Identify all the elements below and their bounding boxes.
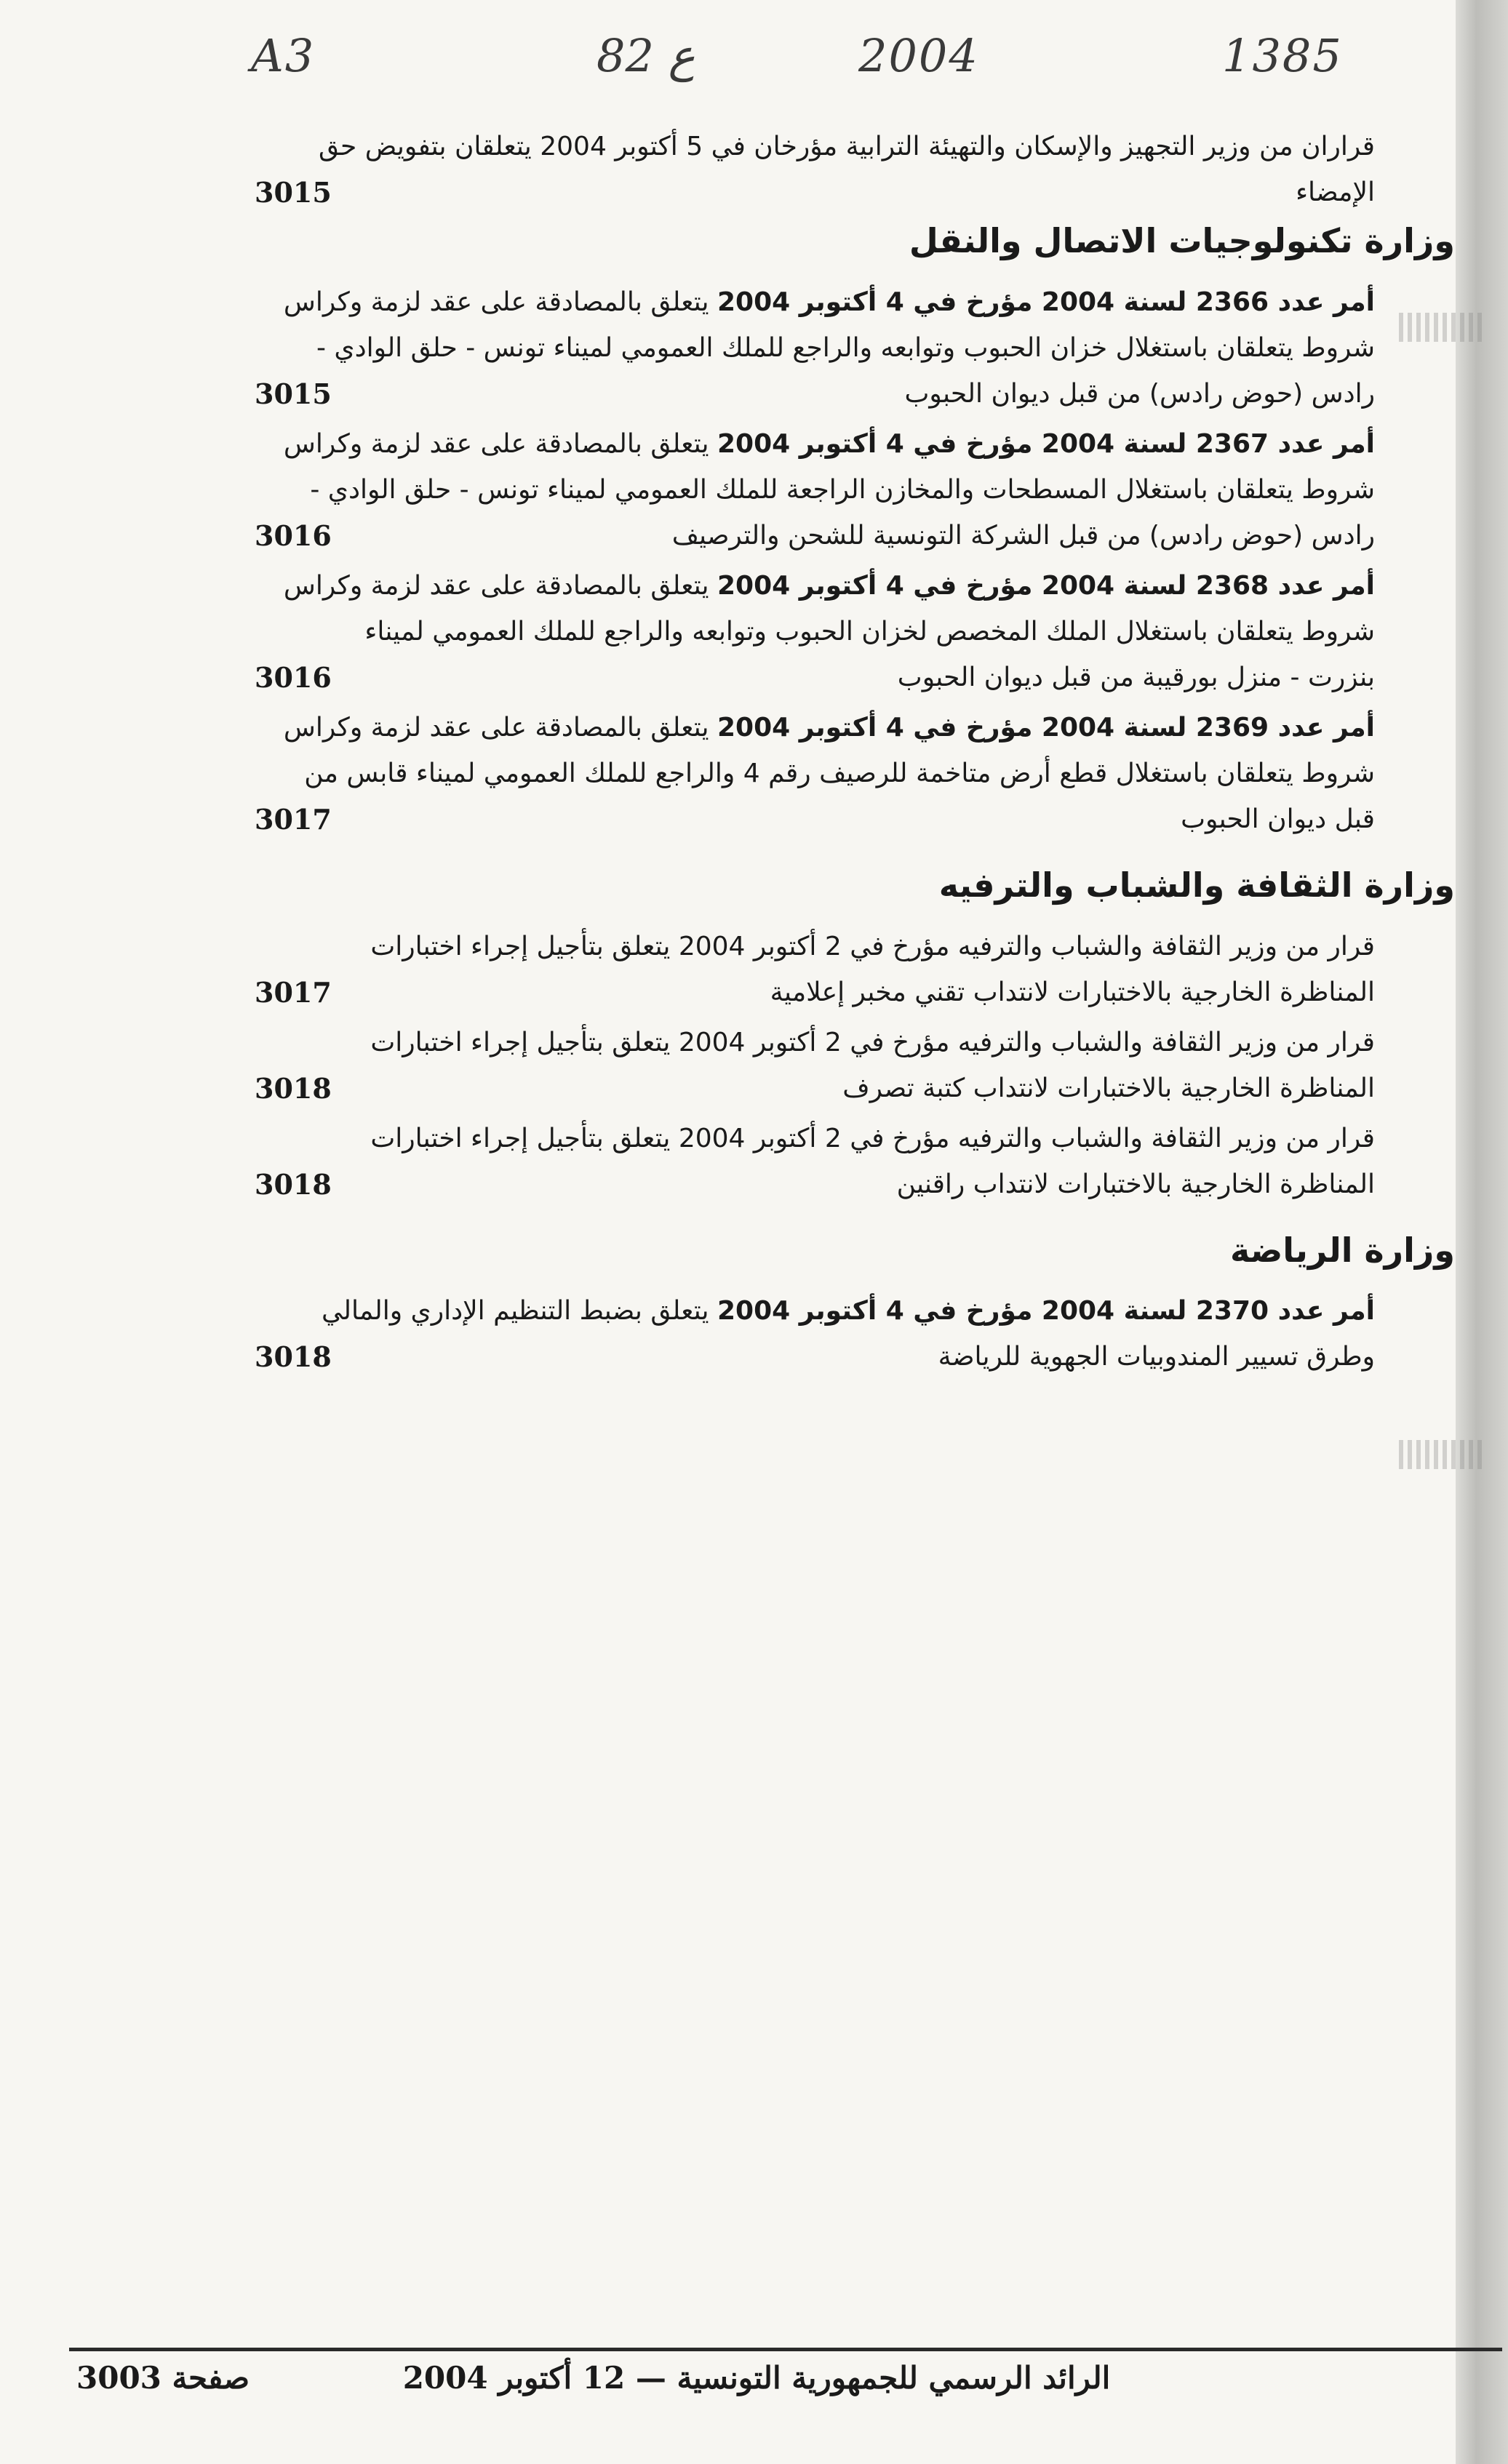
entry-line: شروط يتعلقان باستغلال قطع أرض متاخمة للرصيف رقم 4 والراجع للملك العمومي لميناء قابس من xyxy=(304,758,1375,788)
entry-line: شروط يتعلقان باستغلال المسطحات والمخازن الراجعة للملك العمومي لميناء تونس - حلق الوادي - xyxy=(310,474,1375,505)
page-number: 3016 xyxy=(255,519,332,552)
table-of-contents xyxy=(255,124,1455,1384)
handwritten-note: 1385 xyxy=(1222,29,1343,82)
entry-line: أمر عدد 2367 لسنة 2004 مؤرخ في 4 أكتوبر 2004 يتعلق بالمصادقة على عقد لزمة وكراس xyxy=(283,428,1375,459)
section-heading: وزارة الرياضة xyxy=(1229,1230,1455,1270)
toc-entry xyxy=(255,1288,1375,1380)
entry-line: وطرق تسيير المندوبيات الجهوية للرياضة xyxy=(938,1342,1375,1372)
decree-reference: أمر عدد 2367 لسنة 2004 مؤرخ في 4 أكتوبر 2004 xyxy=(717,428,1375,459)
toc-entry xyxy=(255,1116,1375,1207)
sections-container xyxy=(255,220,1455,1380)
section-heading: وزارة الثقافة والشباب والترفيه xyxy=(938,865,1455,905)
scan-bleed-mark xyxy=(1399,1440,1486,1469)
section-heading: وزارة تكنولوجيات الاتصال والنقل xyxy=(909,221,1455,260)
entry-line: قرار من وزير الثقافة والشباب والترفيه مؤرخ في 2 أكتوبر 2004 يتعلق بتأجيل إجراء اختبارات xyxy=(370,1027,1375,1057)
journal-title: الرائد الرسمي للجمهورية التونسية — 12 أكتوبر 2004 xyxy=(402,2360,1111,2396)
handwritten-note: 2004 xyxy=(858,29,979,82)
entry-line: أمر عدد 2366 لسنة 2004 مؤرخ في 4 أكتوبر 2004 يتعلق بالمصادقة على عقد لزمة وكراس xyxy=(283,287,1375,317)
entry-line: بنزرت - منزل بورقيبة من قبل ديوان الحبوب xyxy=(897,662,1375,692)
page-number: 3017 xyxy=(255,802,332,836)
entry-line: قبل ديوان الحبوب xyxy=(1181,804,1375,834)
page-footer xyxy=(69,2360,1444,2418)
entry-line: رادس (حوض رادس) من قبل ديوان الحبوب xyxy=(904,378,1375,409)
decree-reference: أمر عدد 2368 لسنة 2004 مؤرخ في 4 أكتوبر 2004 xyxy=(717,570,1375,601)
scan-bleed-mark xyxy=(1399,313,1486,342)
page-number: 3018 xyxy=(255,1167,332,1201)
toc-entry xyxy=(255,421,1375,559)
entry-line: أمر عدد 2370 لسنة 2004 مؤرخ في 4 أكتوبر 2004 يتعلق بضبط التنظيم الإداري والمالي xyxy=(321,1296,1375,1327)
toc-entry xyxy=(255,1020,1375,1111)
page-number: 3018 xyxy=(255,1071,332,1105)
entry-line: أمر عدد 2369 لسنة 2004 مؤرخ في 4 أكتوبر 2004 يتعلق بالمصادقة على عقد لزمة وكراس xyxy=(283,712,1375,743)
page-number: 3015 xyxy=(255,176,332,209)
decree-reference: أمر عدد 2370 لسنة 2004 مؤرخ في 4 أكتوبر 2004 xyxy=(717,1296,1375,1327)
entry-line: شروط يتعلقان باستغلال الملك المخصص لخزان الحبوب وتوابعه والراجع للملك العمومي لميناء xyxy=(364,616,1375,647)
handwritten-note: 82 ع xyxy=(597,29,695,82)
handwritten-note: A3 xyxy=(251,29,316,82)
page-number: 3017 xyxy=(255,975,332,1009)
toc-entry xyxy=(255,124,1375,215)
scan-edge-shadow xyxy=(1456,0,1508,2464)
footer-divider xyxy=(69,2348,1502,2351)
entry-line: قرار من وزير الثقافة والشباب والترفيه مؤرخ في 2 أكتوبر 2004 يتعلق بتأجيل إجراء اختبارات xyxy=(370,931,1375,961)
entry-line: المناظرة الخارجية بالاختبارات لانتداب تقني مخبر إعلامية xyxy=(770,977,1375,1007)
entry-line: المناظرة الخارجية بالاختبارات لانتداب كتبة تصرف xyxy=(842,1073,1375,1103)
footer-page-number: صفحة 3003 xyxy=(76,2360,250,2396)
entry-line: شروط يتعلقان باستغلال خزان الحبوب وتوابعه والراجع للملك العمومي لميناء تونس - حلق الوادي - xyxy=(316,332,1375,363)
entry-line: قراران من وزير التجهيز والإسكان والتهيئة الترابية مؤرخان في 5 أكتوبر 2004 يتعلقان بتفويض حق xyxy=(319,132,1375,161)
page-number: 3016 xyxy=(255,660,332,694)
page-number: 3015 xyxy=(255,377,332,410)
toc-entry xyxy=(255,563,1375,700)
entry-line: المناظرة الخارجية بالاختبارات لانتداب راقنين xyxy=(896,1169,1375,1199)
decree-reference: أمر عدد 2366 لسنة 2004 مؤرخ في 4 أكتوبر 2004 xyxy=(717,287,1375,317)
entry-line: أمر عدد 2368 لسنة 2004 مؤرخ في 4 أكتوبر 2004 يتعلق بالمصادقة على عقد لزمة وكراس xyxy=(283,570,1375,601)
toc-entry xyxy=(255,705,1375,842)
page-number: 3018 xyxy=(255,1340,332,1374)
entry-line: رادس (حوض رادس) من قبل الشركة التونسية للشحن والترصيف xyxy=(671,520,1375,551)
entry-line: الإمضاء xyxy=(1296,177,1375,207)
entry-line: قرار من وزير الثقافة والشباب والترفيه مؤرخ في 2 أكتوبر 2004 يتعلق بتأجيل إجراء اختبارات xyxy=(370,1123,1375,1153)
toc-entry xyxy=(255,924,1375,1015)
toc-entry xyxy=(255,279,1375,417)
decree-reference: أمر عدد 2369 لسنة 2004 مؤرخ في 4 أكتوبر 2004 xyxy=(717,712,1375,743)
